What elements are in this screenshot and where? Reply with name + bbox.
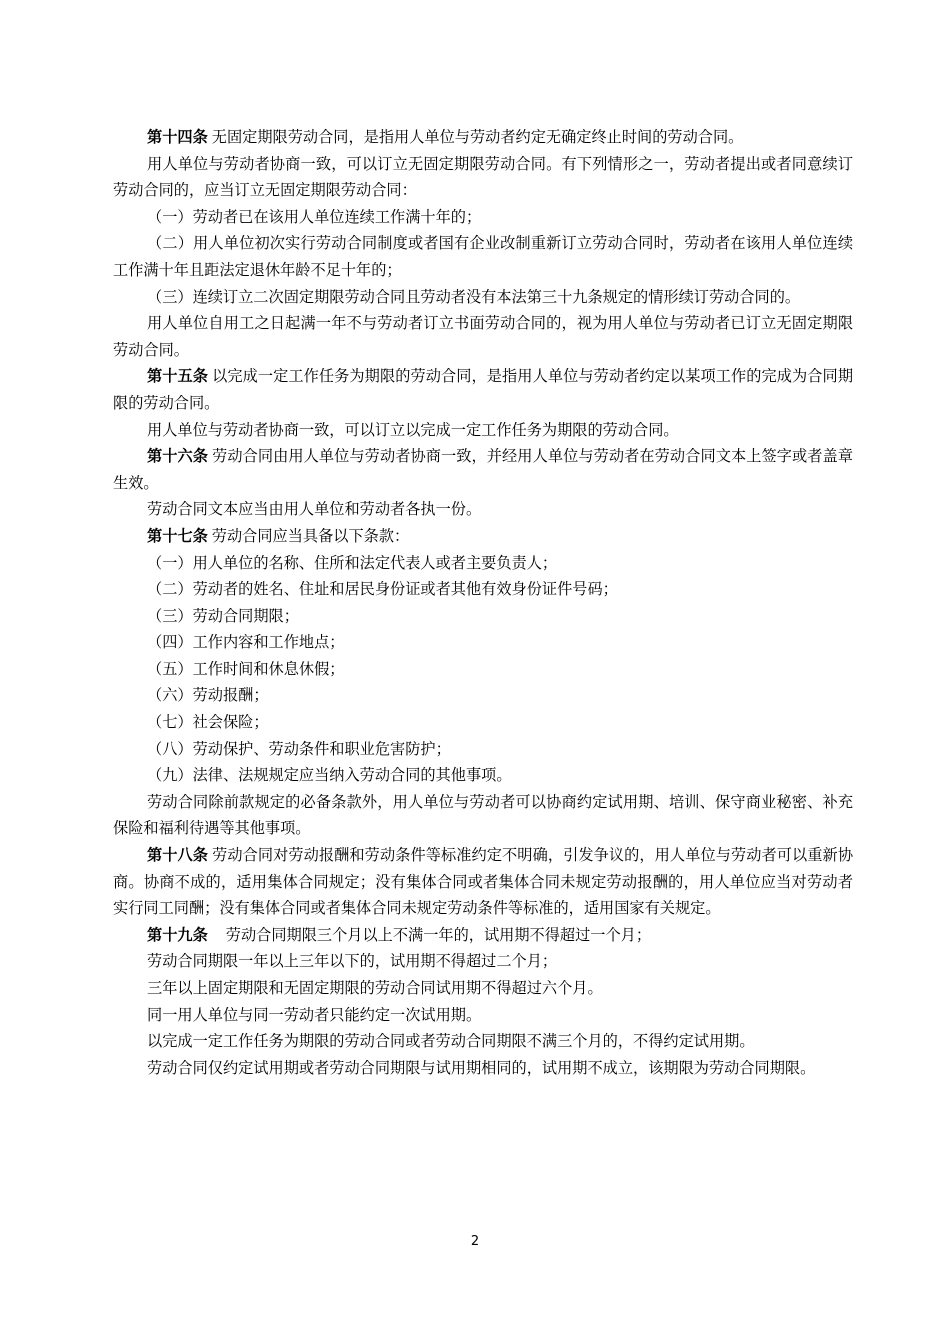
paragraph-text: （四）工作内容和工作地点； — [147, 633, 345, 652]
paragraph-text: （三）劳动合同期限； — [147, 606, 299, 625]
paragraph-art17 — [113, 523, 853, 550]
paragraph-text: （二）用人单位初次实行劳动合同制度或者国有企业改制重新订立劳动合同时，劳动者在该用人单位连续工作满十年且距法定退休年龄不足十年的； — [113, 234, 853, 279]
list-item — [113, 204, 853, 231]
list-item — [113, 629, 853, 656]
article-heading: 第十八条 — [147, 846, 209, 865]
paragraph — [113, 975, 853, 1002]
paragraph-text: （六）劳动报酬； — [147, 686, 269, 705]
paragraph-text: （二）劳动者的姓名、住址和居民身份证或者其他有效身份证件号码； — [147, 580, 618, 599]
paragraph-text: 劳动合同期限一年以上三年以下的，试用期不得超过二个月； — [147, 952, 558, 971]
paragraph-text: 以完成一定工作任务为期限的劳动合同，是指用人单位与劳动者约定以某项工作的完成为合同期限的劳动合同。 — [113, 367, 854, 412]
list-item — [113, 736, 853, 763]
article-heading: 第十六条 — [147, 447, 209, 466]
paragraph-text: 劳动合同除前款规定的必备条款外，用人单位与劳动者可以协商约定试用期、培训、保守商业秘密、补充保险和福利待遇等其他事项。 — [113, 792, 853, 838]
paragraph-text: 以完成一定工作任务为期限的劳动合同或者劳动合同期限不满三个月的，不得约定试用期。 — [147, 1032, 755, 1051]
document-body — [113, 124, 853, 1081]
paragraph-text: 劳动合同文本应当由用人单位和劳动者各执一份。 — [147, 500, 482, 519]
article-heading: 第十七条 — [147, 526, 208, 545]
list-item — [113, 762, 853, 789]
paragraph-art14 — [113, 124, 853, 151]
paragraph — [113, 789, 853, 842]
paragraph-text: 无固定期限劳动合同，是指用人单位与劳动者约定无确定终止时间的劳动合同。 — [211, 128, 744, 146]
paragraph-text: 三年以上固定期限和无固定期限的劳动合同试用期不得超过六个月。 — [147, 979, 603, 997]
paragraph-text: （八）劳动保护、劳动条件和职业危害防护； — [147, 739, 451, 758]
paragraph-text: （一）用人单位的名称、住所和法定代表人或者主要负责人； — [147, 553, 558, 572]
paragraph-text: 用人单位自用工之日起满一年不与劳动者订立书面劳动合同的，视为用人单位与劳动者已订立无固定期限劳动合同。 — [113, 314, 853, 359]
list-item — [113, 550, 853, 577]
list-item — [113, 603, 853, 630]
list-item — [113, 576, 853, 603]
paragraph-art15 — [113, 363, 853, 416]
paragraph-art19 — [113, 922, 853, 949]
article-heading: 第十九条 — [147, 925, 208, 944]
paragraph-text: 劳动合同期限三个月以上不满一年的，试用期不得超过一个月； — [225, 925, 651, 944]
list-item — [113, 284, 853, 311]
paragraph-text: 劳动合同由用人单位与劳动者协商一致，并经用人单位与劳动者在劳动合同文本上签字或者盖章生效。 — [113, 447, 854, 492]
list-item — [113, 709, 853, 736]
paragraph — [113, 417, 853, 444]
list-item — [113, 682, 853, 709]
paragraph-text: 劳动合同仅约定试用期或者劳动合同期限与试用期相同的，试用期不成立，该期限为劳动合同期限。 — [147, 1058, 816, 1077]
paragraph-text: （五）工作时间和休息休假； — [147, 659, 345, 678]
paragraph-text: （三）连续订立二次固定期限劳动合同且劳动者没有本法第三十九条规定的情形续订劳动合同的。 — [147, 287, 801, 306]
article-heading: 第十四条 — [147, 128, 208, 146]
list-item — [113, 230, 853, 283]
paragraph-text: 用人单位与劳动者协商一致，可以订立无固定期限劳动合同。有下列情形之一，劳动者提出或者同意续订劳动合同的，应当订立无固定期限劳动合同： — [113, 154, 853, 200]
paragraph-text: 用人单位与劳动者协商一致，可以订立以完成一定工作任务为期限的劳动合同。 — [147, 420, 679, 439]
paragraph-text: 劳动合同应当具备以下条款： — [211, 526, 410, 545]
paragraph-art18 — [113, 842, 853, 922]
paragraph-art16 — [113, 443, 853, 496]
paragraph-text: （九）法律、法规规定应当纳入劳动合同的其他事项。 — [147, 766, 512, 785]
paragraph-text: （一）劳动者已在该用人单位连续工作满十年的； — [147, 207, 482, 226]
paragraph-text: （七）社会保险； — [147, 713, 269, 732]
page-number: 2 — [470, 1234, 480, 1249]
paragraph-text: 同一用人单位与同一劳动者只能约定一次试用期。 — [147, 1005, 482, 1024]
paragraph — [113, 496, 853, 523]
paragraph — [113, 948, 853, 975]
article-heading: 第十五条 — [147, 367, 209, 386]
paragraph — [113, 1028, 853, 1055]
paragraph — [113, 151, 853, 204]
paragraph-text: 劳动合同对劳动报酬和劳动条件等标准约定不明确，引发争议的，用人单位与劳动者可以重新协商。协商不成的，适用集体合同规定；没有集体合同或者集体合同未规定劳动报酬的，用人单位应当对劳动者实行同工同酬；没有集体合同或者集体合同未规定劳动条件等标准的，适用国家有关规定。 — [113, 846, 854, 918]
list-item — [113, 656, 853, 683]
paragraph — [113, 310, 853, 363]
paragraph — [113, 1055, 853, 1082]
paragraph — [113, 1002, 853, 1029]
